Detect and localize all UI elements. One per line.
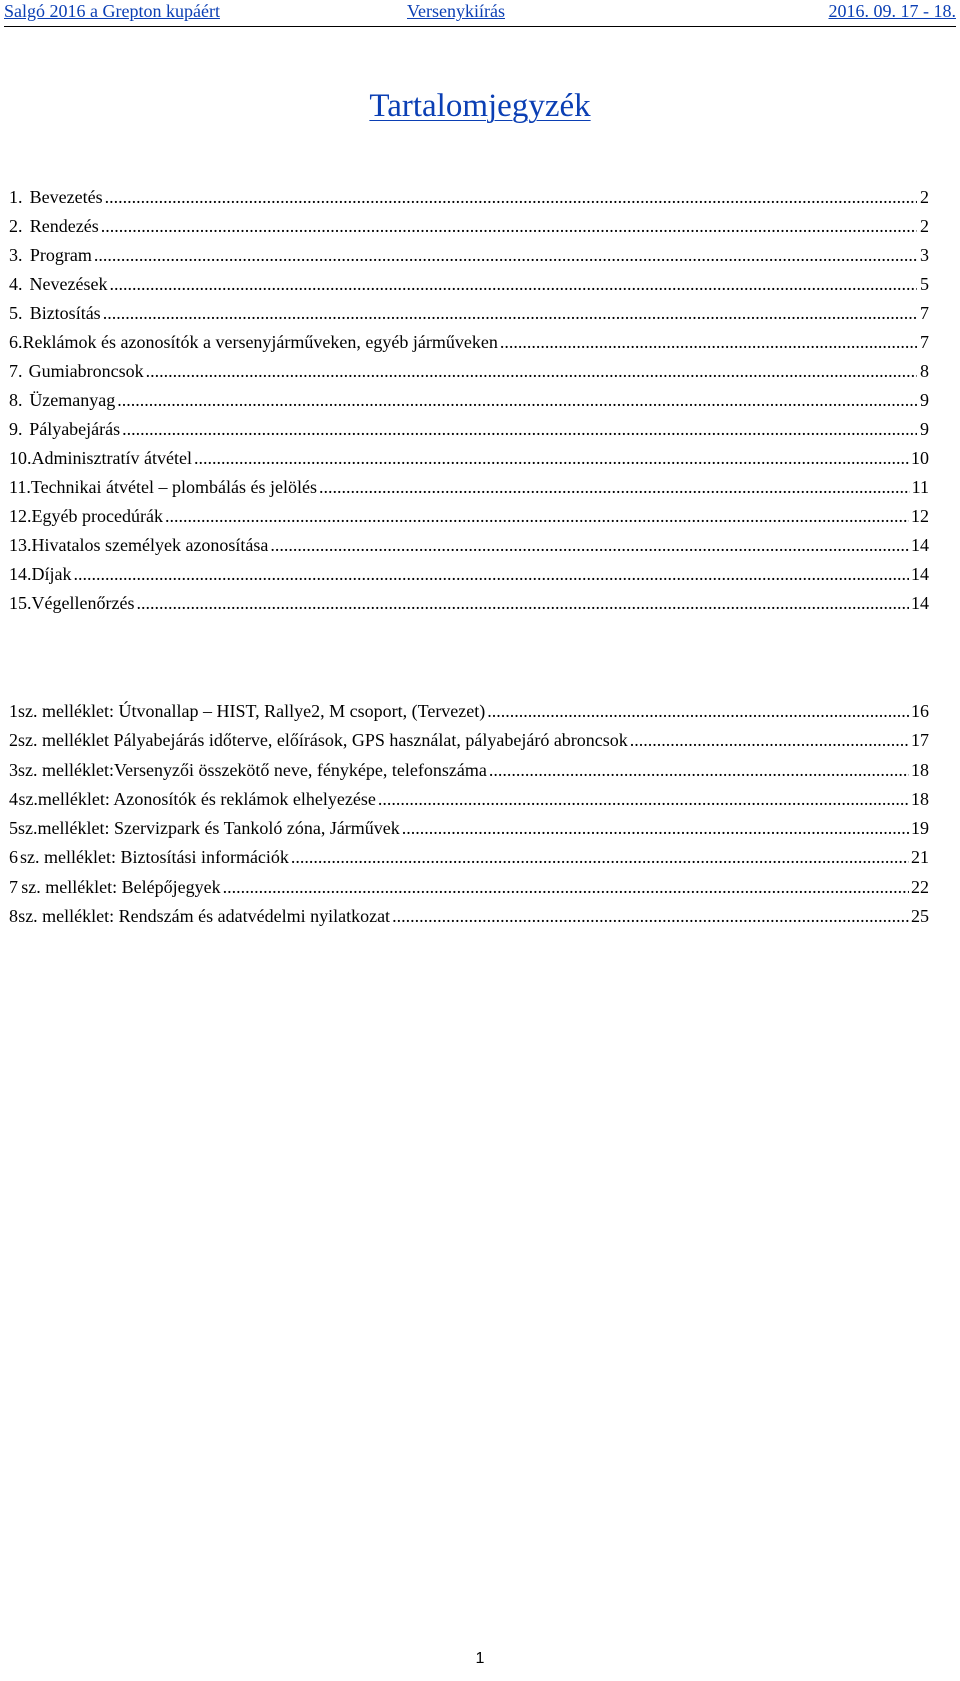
dot-leader: [630, 726, 909, 755]
toc-entry-number: 6: [9, 847, 18, 868]
toc-entry-number: 7: [9, 876, 18, 897]
toc-entry[interactable]: [9, 444, 929, 473]
dot-leader: [94, 241, 917, 270]
header-event-title[interactable]: Salgó 2016 a Grepton kupáért: [4, 1, 220, 21]
toc-entry-label[interactable]: Rendezés: [29, 216, 99, 236]
toc-entry-number: 1: [9, 701, 18, 721]
toc-entry-number: 6.: [9, 332, 23, 352]
toc-entry-page[interactable]: 3: [920, 245, 929, 265]
dot-leader: [402, 814, 909, 843]
dot-leader: [223, 873, 909, 902]
toc-entry-label[interactable]: Hivatalos személyek azonosítása: [31, 535, 269, 555]
toc-entry-page[interactable]: 8: [920, 361, 929, 381]
dot-leader: [194, 444, 909, 473]
toc-entry-number: 5.: [9, 303, 23, 323]
toc-entry-number: 12.: [9, 506, 32, 526]
dot-leader: [101, 212, 917, 241]
toc-entry-page[interactable]: 7: [920, 303, 929, 323]
toc-entry-page[interactable]: 5: [920, 274, 929, 294]
appendix-entry[interactable]: [9, 902, 929, 931]
toc-entry-number: 3.: [9, 245, 23, 265]
toc-entry-label[interactable]: sz. melléklet Pályabejárás időterve, előírások, GPS használat, pályabejáró abroncsok: [18, 730, 628, 751]
dot-leader: [74, 560, 910, 589]
toc-entry[interactable]: [9, 531, 929, 560]
toc-entry[interactable]: [9, 386, 929, 415]
dot-leader: [500, 328, 917, 357]
toc-entry-page[interactable]: 25: [911, 906, 929, 927]
toc-entry-label[interactable]: Adminisztratív átvétel: [31, 448, 192, 468]
toc-entry-number: 1.: [9, 187, 23, 207]
toc-entry-label[interactable]: sz.melléklet: Azonosítók és reklámok elhelyezése: [18, 788, 376, 809]
toc-entry-number: 5: [9, 818, 18, 839]
toc-entry-number: 11.: [9, 477, 31, 497]
toc-entry-number: 3: [9, 759, 18, 780]
toc-entry[interactable]: [9, 241, 929, 270]
toc-entry-number: 4: [9, 788, 18, 809]
dot-leader: [165, 502, 909, 531]
toc-entry-label[interactable]: sz. melléklet: Útvonallap – HIST, Rallye2, M csoport, (Tervezet): [18, 701, 486, 721]
toc-entry-label[interactable]: sz. melléklet: Biztosítási információk: [19, 847, 289, 868]
toc-entry-label[interactable]: Program: [29, 245, 92, 265]
toc-entry-label[interactable]: Reklámok és azonosítók a versenyjárműveken, egyéb járműveken: [22, 332, 498, 352]
toc-entry-label[interactable]: sz. melléklet: Rendszám és adatvédelmi nyilatkozat: [18, 906, 391, 927]
appendix-entry[interactable]: [9, 726, 929, 755]
page-number: 1: [475, 1650, 485, 1667]
toc-entry-number: 7.: [9, 361, 23, 381]
appendix-entry[interactable]: [9, 814, 929, 843]
toc-entry-number: 8.: [9, 390, 23, 410]
toc-entry[interactable]: [9, 560, 929, 589]
toc-entry[interactable]: [9, 212, 929, 241]
toc-entry-label[interactable]: Egyéb procedúrák: [31, 506, 163, 526]
toc-entry[interactable]: [9, 415, 929, 444]
appendix-entry[interactable]: [9, 785, 929, 814]
dot-leader: [122, 415, 917, 444]
dot-leader: [136, 589, 909, 618]
dot-leader: [378, 785, 909, 814]
toc-entry-label[interactable]: Bevezetés: [29, 187, 103, 207]
toc-entry-label[interactable]: Üzemanyag: [29, 390, 116, 410]
toc-entry-number: 13.: [9, 535, 32, 555]
dot-leader: [105, 183, 917, 212]
toc-entry-number: 2.: [9, 216, 23, 236]
toc-entry-label[interactable]: Biztosítás: [29, 303, 101, 323]
toc-entry[interactable]: [9, 502, 929, 531]
dot-leader: [117, 386, 917, 415]
appendix-list: [9, 697, 929, 931]
toc-entry-page[interactable]: 22: [911, 876, 929, 897]
toc-entry-page[interactable]: 18: [911, 788, 929, 809]
toc-entry[interactable]: [9, 328, 929, 357]
toc-entry-page[interactable]: 18: [911, 759, 929, 780]
dot-leader: [109, 270, 917, 299]
toc-entry-page[interactable]: 7: [920, 332, 929, 352]
toc-entry-page[interactable]: 14: [911, 593, 929, 613]
toc-entry[interactable]: [9, 299, 929, 328]
toc-entry-label[interactable]: Pályabejárás: [29, 419, 121, 439]
dot-leader: [103, 299, 917, 328]
toc-entry-label[interactable]: Technikai átvétel – plombálás és jelölés: [30, 477, 317, 497]
dot-leader: [319, 473, 910, 502]
dot-leader: [291, 843, 909, 872]
toc-entry-label[interactable]: Végellenőrzés: [31, 593, 135, 613]
toc-entry-page[interactable]: 10: [911, 448, 929, 468]
appendix-entry[interactable]: [9, 873, 929, 902]
toc-entry-label[interactable]: sz. melléklet: Belépőjegyek: [21, 876, 221, 897]
toc-entry-page[interactable]: 11: [911, 477, 929, 497]
header-event-date[interactable]: 2016. 09. 17 - 18.: [828, 1, 956, 21]
dot-leader: [146, 357, 917, 386]
toc-entry[interactable]: [9, 473, 929, 502]
appendix-entry[interactable]: [9, 843, 929, 872]
toc-entry-page[interactable]: 2: [920, 187, 929, 207]
toc-entry-page[interactable]: 19: [911, 818, 929, 839]
toc-entry-number: 4.: [9, 274, 23, 294]
toc-entry-page[interactable]: 12: [911, 506, 929, 526]
toc-entry-page[interactable]: 17: [911, 730, 929, 751]
toc-entry-label[interactable]: Nevezések: [29, 274, 108, 294]
header-document-type[interactable]: Versenykiírás: [407, 1, 505, 21]
page-header: [4, 0, 956, 27]
toc-entry[interactable]: [9, 270, 929, 299]
toc-entry[interactable]: [9, 183, 929, 212]
toc-entry-number: 8: [9, 906, 18, 927]
toc-title[interactable]: Tartalomjegyzék: [369, 88, 591, 124]
toc-entry-page[interactable]: 14: [911, 564, 929, 584]
toc-entry-page[interactable]: 2: [920, 216, 929, 236]
toc-entry-label[interactable]: Díjak: [31, 564, 72, 584]
dot-leader: [270, 531, 909, 560]
toc-entry-page[interactable]: 9: [920, 390, 929, 410]
table-of-contents: [9, 183, 929, 618]
toc-entry-page[interactable]: 9: [920, 419, 929, 439]
dot-leader: [489, 756, 909, 785]
toc-entry-number: 15.: [9, 593, 32, 613]
toc-entry-page[interactable]: 21: [911, 847, 929, 868]
toc-entry-label[interactable]: sz. melléklet:Versenyzői összekötő neve, fényképe, telefonszáma: [18, 759, 487, 780]
appendix-entry[interactable]: [9, 756, 929, 785]
toc-entry-page[interactable]: 16: [911, 701, 929, 721]
toc-entry[interactable]: [9, 357, 929, 386]
dot-leader: [487, 697, 909, 726]
toc-entry-number: 10.: [9, 448, 32, 468]
toc-entry-number: 14.: [9, 564, 32, 584]
dot-leader: [392, 902, 909, 931]
toc-entry-number: 2: [9, 730, 18, 751]
toc-entry-page[interactable]: 14: [911, 535, 929, 555]
toc-entry-number: 9.: [9, 419, 23, 439]
toc-entry-label[interactable]: sz.melléklet: Szervizpark és Tankoló zóna, Járművek: [18, 818, 400, 839]
toc-entry-label[interactable]: Gumiabroncsok: [28, 361, 144, 381]
toc-entry[interactable]: [9, 589, 929, 618]
appendix-entry[interactable]: [9, 697, 929, 726]
